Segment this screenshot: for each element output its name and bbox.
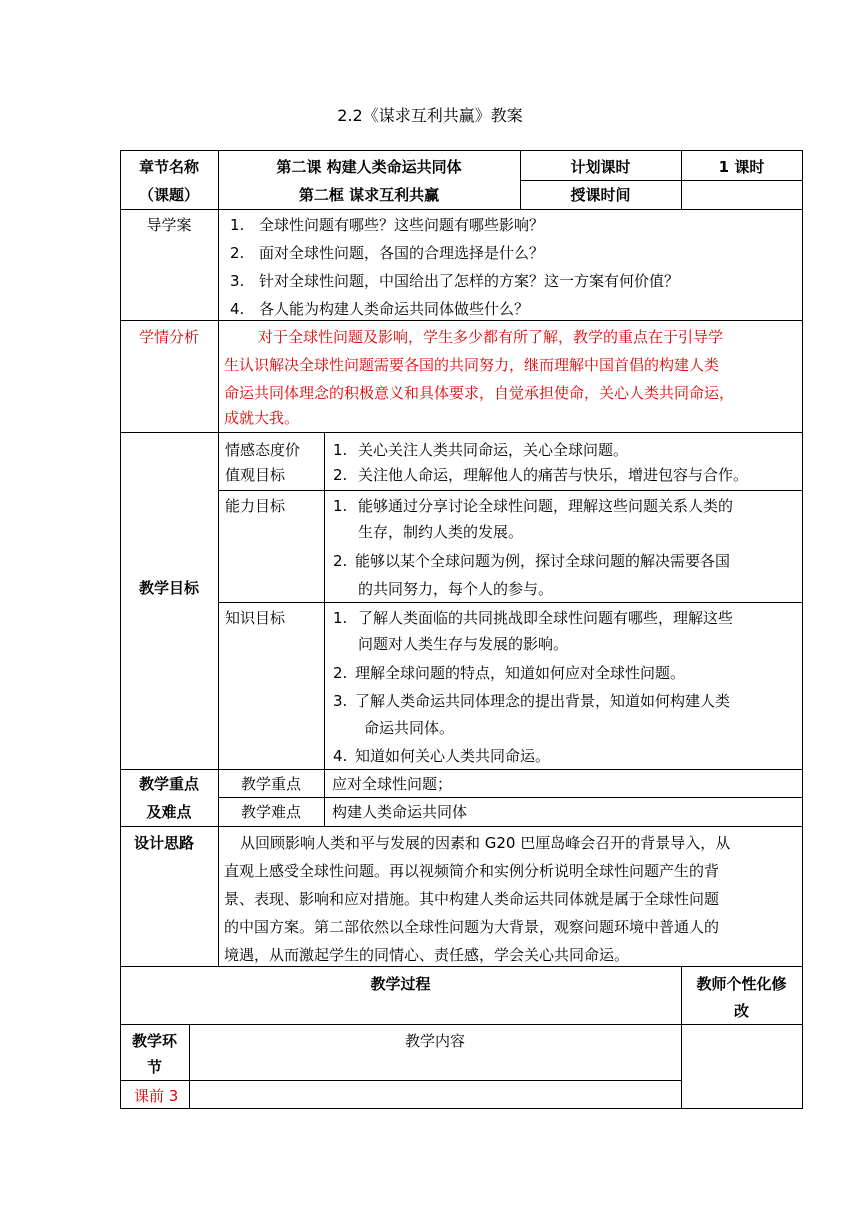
key-points-label-sub: 及难点 [146, 803, 192, 821]
plan-hours-value: 1 课时 [718, 158, 765, 176]
rule [218, 150, 219, 966]
process-title: 教学过程 [370, 975, 431, 993]
guide-label: 导学案 [146, 216, 192, 234]
rule [120, 826, 802, 827]
analysis-label: 学情分析 [138, 328, 199, 346]
objective-text: 问题对人类生存与发展的影响。 [358, 635, 569, 653]
design-line: 境遇，从而激起学生的同情心、责任感，学会关心共同命运。 [224, 946, 630, 964]
content-label: 教学内容 [404, 1032, 465, 1050]
stage-label-sub: 节 [146, 1058, 162, 1076]
rule [218, 602, 802, 603]
design-label: 设计思路 [134, 834, 195, 852]
first-stage: 课前 3 [134, 1087, 179, 1105]
guide-item-num: 1. [230, 216, 245, 234]
guide-item-num: 2. [230, 244, 245, 262]
plan-hours-label: 计划课时 [570, 158, 631, 176]
design-line: 直观上感受全球性问题。再以视频简介和实例分析说明全球性问题产生的背 [224, 862, 720, 880]
guide-item-text: 面对全球性问题，各国的合理选择是什么？ [259, 244, 545, 262]
rule [120, 1024, 802, 1025]
table-border-top [120, 150, 803, 151]
objective-num: 2. [333, 466, 348, 484]
objective-text: 了解人类面临的共同挑战即全球性问题有哪些，理解这些 [358, 609, 734, 627]
analysis-line: 生认识解决全球性问题需要各国的共同努力，继而理解中国首倡的构建人类 [224, 356, 720, 374]
objective-text: 知道如何关心人类共同命运。 [355, 747, 551, 765]
guide-item-text: 全球性问题有哪些？这些问题有哪些影响？ [259, 216, 545, 234]
objective-text: 关注他人命运，理解他人的痛苦与快乐，增进包容与合作。 [358, 466, 749, 484]
analysis-line: 命运共同体理念的积极意义和具体要求，自觉承担使命，关心人类共同命运， [224, 384, 735, 402]
design-line: 的中国方案。第二部依然以全球性问题为大背景，观察问题环境中普通人的 [224, 918, 720, 936]
stage-label: 教学环 [131, 1032, 177, 1050]
objective-num: 3. [333, 692, 348, 710]
key-point-value: 应对全球性问题； [332, 775, 453, 793]
key-point-label: 教学重点 [240, 775, 301, 793]
guide-item-num: 4. [230, 300, 245, 318]
chapter-label-sub: （课题） [138, 186, 199, 204]
teacher-note-label: 教师个性化修 [696, 975, 787, 993]
rule [218, 490, 802, 491]
table-border-right [802, 150, 803, 1109]
objective-num: 1. [333, 497, 348, 515]
analysis-line: 对于全球性问题及影响，学生多少都有所了解，教学的重点在于引导学 [258, 328, 724, 346]
rule [120, 432, 802, 433]
objective-num: 4. [333, 747, 348, 765]
chapter-label: 章节名称 [138, 158, 199, 176]
teacher-note-label-sub: 改 [733, 1002, 749, 1020]
rule [324, 769, 325, 826]
lesson-subtitle: 第二框 谋求互利共赢 [298, 186, 440, 204]
objective-text: 能够以某个全球问题为例，探讨全球问题的解决需要各国 [355, 552, 731, 570]
objective-num: 1. [333, 441, 348, 459]
knowledge-label: 知识目标 [225, 609, 286, 627]
objective-text: 命运共同体。 [364, 719, 455, 737]
objective-text: 能够通过分享讨论全球性问题，理解这些问题关系人类的 [358, 497, 734, 515]
class-time-label: 授课时间 [570, 186, 631, 204]
design-line: 景、表现、影响和应对措施。其中构建人类命运共同体就是属于全球性问题 [224, 890, 720, 908]
objective-text: 了解人类命运共同体理念的提出背景，知道如何构建人类 [355, 692, 731, 710]
rule [120, 1080, 681, 1081]
emotion-label-sub: 值观目标 [225, 466, 286, 484]
lesson-title: 第二课 构建人类命运共同体 [276, 158, 462, 176]
objective-num: 2. [333, 664, 348, 682]
table-border-bottom [120, 1108, 803, 1109]
rule [120, 769, 802, 770]
rule [120, 209, 802, 210]
guide-item-num: 3. [230, 272, 245, 290]
objective-text: 的共同努力，每个人的参与。 [358, 580, 554, 598]
difficult-point-value: 构建人类命运共同体 [332, 803, 468, 821]
rule [324, 432, 325, 769]
guide-item-text: 针对全球性问题，中国给出了怎样的方案？这一方案有何价值？ [259, 272, 680, 290]
rule [520, 180, 802, 181]
rule [218, 797, 802, 798]
analysis-line: 成就大我。 [224, 409, 300, 427]
page-title: 2.2《谋求互利共赢》教案 [337, 106, 523, 125]
design-line: 从回顾影响人类和平与发展的因素和 G20 巴厘岛峰会召开的背景导入，从 [240, 834, 731, 852]
objective-num: 1. [333, 609, 348, 627]
objective-text: 关心关注人类共同命运，关心全球问题。 [358, 441, 629, 459]
emotion-label: 情感态度价 [225, 441, 301, 459]
objective-num: 2. [333, 552, 348, 570]
objective-text: 生存，制约人类的发展。 [358, 523, 524, 541]
guide-item-text: 各人能为构建人类命运共同体做些什么？ [259, 300, 530, 318]
ability-label: 能力目标 [225, 497, 286, 515]
objective-text: 理解全球问题的特点，知道如何应对全球性问题。 [355, 664, 686, 682]
key-points-label: 教学重点 [138, 775, 199, 793]
objectives-label: 教学目标 [138, 579, 199, 597]
difficult-point-label: 教学难点 [240, 803, 301, 821]
